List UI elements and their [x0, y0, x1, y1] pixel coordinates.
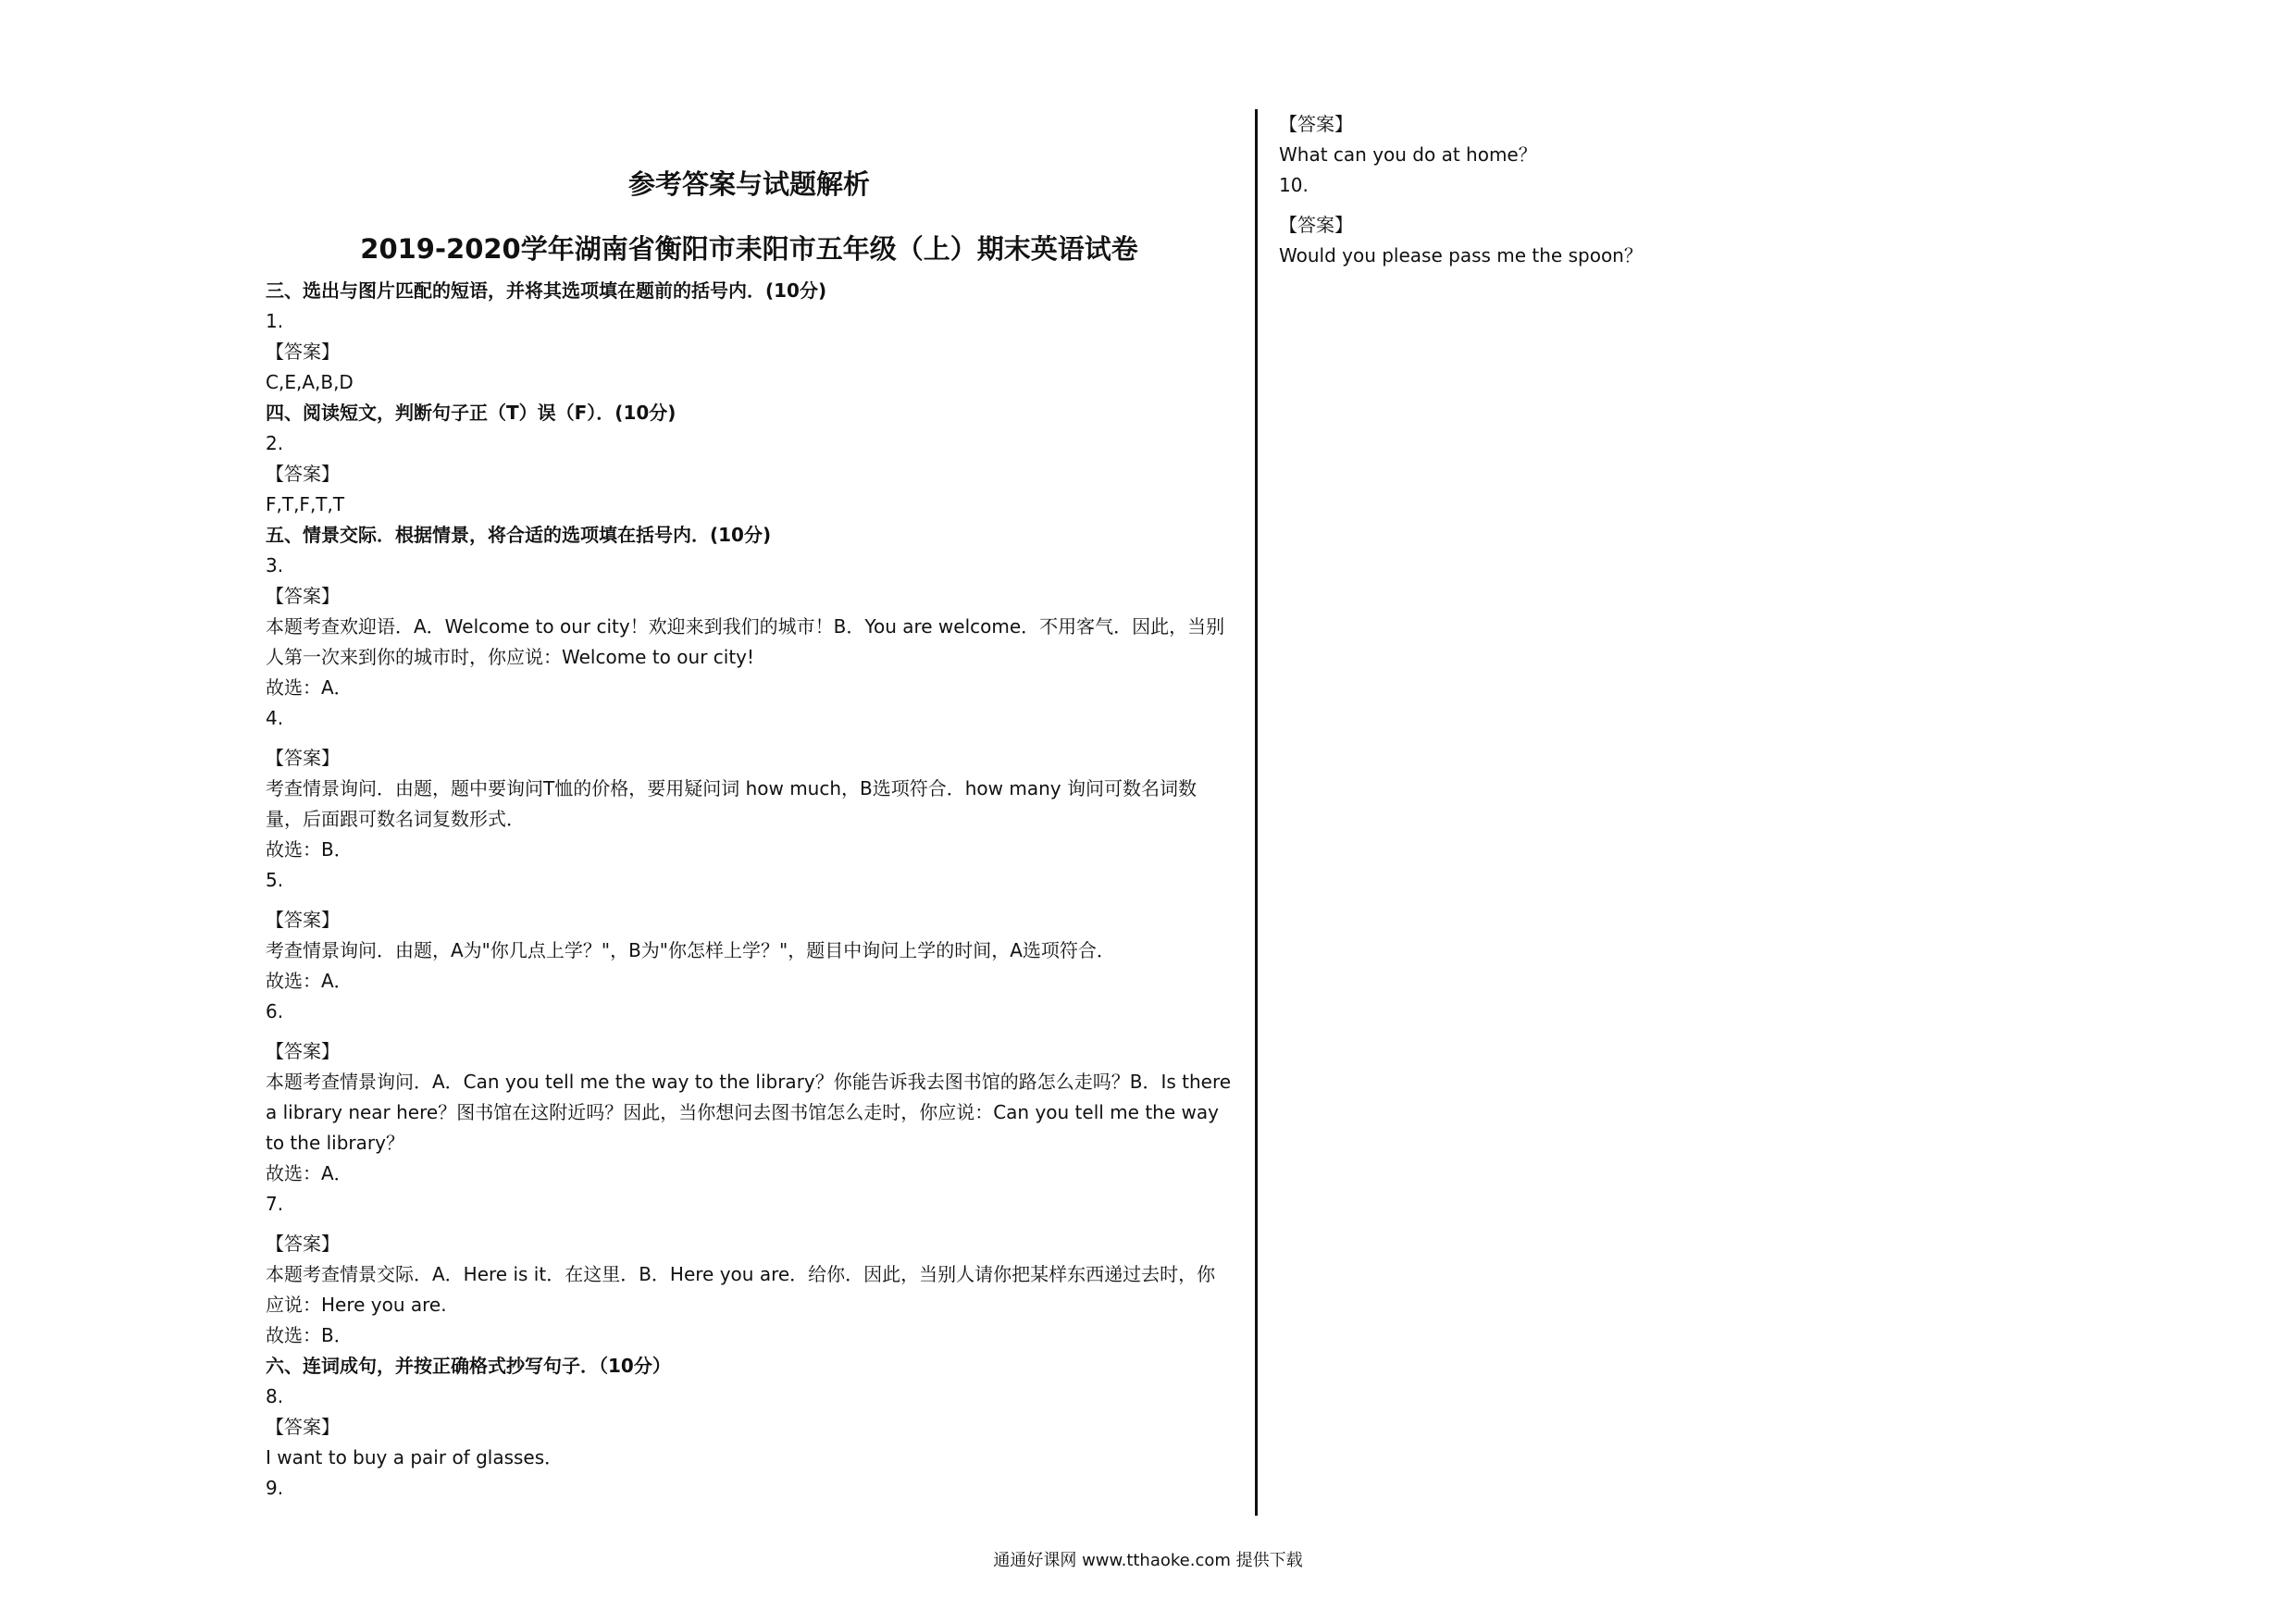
question-number: 2. [266, 432, 284, 454]
question-number: 7. [266, 1193, 284, 1215]
question-number: 3. [266, 554, 284, 576]
answer-text: 故选：A． [266, 1162, 353, 1184]
answer-label: 【答案】 [266, 1040, 340, 1062]
answer-explanation: 考查情景询问．由题，题中要询问T恤的价格，要用疑问词 how much，B选项符合．how many 询问可数名词数量，后面跟可数名词复数形式． [266, 777, 1197, 830]
question-number: 10. [1279, 174, 1309, 196]
exam-title: 2019-2020学年湖南省衡阳市耒阳市五年级（上）期末英语试卷 [360, 233, 1138, 265]
answer-text: C,E,A,B,D [266, 371, 354, 393]
question-number: 6. [266, 1000, 284, 1022]
answer-label: 【答案】 [266, 341, 340, 363]
answer-text: What can you do at home？ [1279, 143, 1537, 166]
answer-explanation: 本题考查情景询问．A．Can you tell me the way to the library？你能告诉我去图书馆的路怎么走吗？B．Is there a library near here？图书馆在这附近吗？因此，当你想问去图书馆怎么走时，你应说：Can you tell me the way to the library？ [266, 1071, 1232, 1154]
page-title: 参考答案与试题解析 [627, 168, 870, 200]
answer-label: 【答案】 [266, 747, 340, 769]
column-divider [1255, 109, 1258, 1516]
question-number: 9. [266, 1477, 284, 1499]
page-footer: 通通好课网 www.tthaoke.com 提供下载 [993, 1551, 1303, 1570]
answer-text: F,T,F,T,T [266, 493, 345, 515]
right-column-body [1279, 109, 1927, 271]
question-number: 8. [266, 1385, 284, 1407]
answer-text: 故选：B． [266, 1324, 353, 1346]
question-number: 5. [266, 869, 284, 891]
answer-explanation: 本题考查欢迎语．A．Welcome to our city！欢迎来到我们的城市！B．You are welcome．不用客气．因此，当别人第一次来到你的城市时，你应说：Welcome to our city! [266, 615, 1225, 668]
section-heading: 五、情景交际．根据情景，将合适的选项填在括号内．(10分) [266, 524, 772, 546]
question-number: 1. [266, 310, 284, 332]
answer-text: 故选：B． [266, 838, 353, 861]
answer-label: 【答案】 [1279, 113, 1353, 135]
answer-text: I want to buy a pair of glasses． [266, 1446, 564, 1468]
answer-text: 故选：A． [266, 970, 353, 992]
answer-label: 【答案】 [266, 909, 340, 931]
section-heading: 四、阅读短文，判断句子正（T）误（F）．(10分) [266, 402, 676, 424]
answer-text: Would you please pass me the spoon？ [1279, 244, 1643, 266]
answer-label: 【答案】 [266, 463, 340, 485]
section-heading: 三、选出与图片匹配的短语，并将其选项填在题前的括号内．(10分) [266, 279, 827, 302]
answer-label: 【答案】 [266, 585, 340, 607]
question-number: 4. [266, 707, 284, 729]
right-column [1279, 109, 1927, 271]
left-column [266, 159, 1233, 1504]
left-column-body [266, 276, 1233, 1504]
answer-text: 故选：A． [266, 676, 353, 699]
answer-label: 【答案】 [266, 1416, 340, 1438]
answer-label: 【答案】 [266, 1233, 340, 1255]
section-heading: 六、连词成句，并按正确格式抄写句子．（10分） [266, 1355, 671, 1377]
answer-explanation: 本题考查情景交际．A．Here is it．在这里．B．Here you are．给你．因此，当别人请你把某样东西递过去时，你应说：Here you are. [266, 1263, 1216, 1316]
answer-explanation: 考查情景询问．由题，A为"你几点上学？"，B为"你怎样上学？"，题目中询问上学的时间，A选项符合． [266, 939, 1115, 961]
answer-label: 【答案】 [1279, 214, 1353, 236]
